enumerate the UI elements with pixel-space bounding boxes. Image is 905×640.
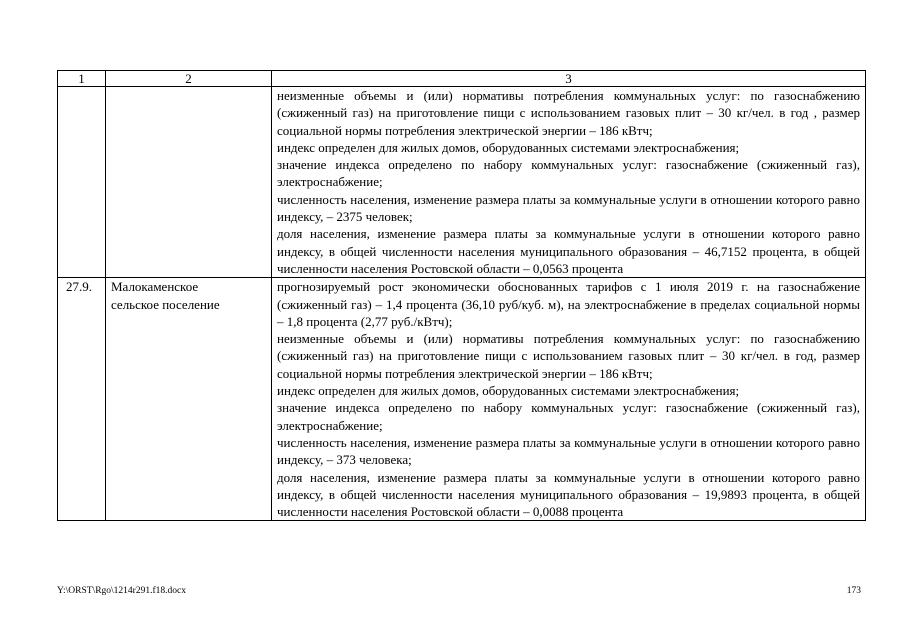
table-row bbox=[58, 278, 866, 521]
description-paragraph: доля населения, изменение размера платы за коммунальные услуги в отношении которого равно индексу, в общей численности населения муниципального образования – 19,9893 процента, в общей численности населения Ростовской области – 0,0088 процента bbox=[277, 469, 860, 520]
description-paragraph: численность населения, изменение размера платы за коммунальные услуги в отношении которого равно индексу, – 2375 человек; bbox=[277, 191, 860, 225]
data-table bbox=[57, 70, 866, 521]
row-name-cell bbox=[106, 87, 272, 278]
description-paragraph: неизменные объемы и (или) нормативы потребления коммунальных услуг: по газоснабжению (сжиженный газ) на приготовление пищи с использованием газовых плит – 30 кг/чел. в год , размер социальной нормы потребления электрической энергии – 186 кВтч; bbox=[277, 88, 860, 138]
row-description-cell bbox=[272, 278, 866, 521]
row-name-cell bbox=[106, 278, 272, 521]
footer-file-path: Y:\ORST\Rgo\1214r291.f18.docx bbox=[57, 586, 186, 596]
column-header-number: 1 bbox=[58, 71, 106, 87]
description-paragraph: значение индекса определено по набору коммунальных услуг: газоснабжение (сжиженный газ), электроснабжение; bbox=[277, 157, 860, 190]
table-row bbox=[58, 87, 866, 278]
row-number-cell: 27.9. bbox=[58, 278, 106, 521]
row-name-line: сельское поселение bbox=[111, 296, 220, 312]
row-name-line: Малокаменское bbox=[111, 279, 199, 295]
column-header-name: 2 bbox=[106, 71, 272, 87]
description-paragraph: индекс определен для жилых домов, оборудованных системами электроснабжения; bbox=[277, 383, 740, 399]
row-number-cell bbox=[58, 87, 106, 278]
description-paragraph: значение индекса определено по набору коммунальных услуг: газоснабжение (сжиженный газ), электроснабжение; bbox=[277, 400, 860, 433]
column-header-description: 3 bbox=[272, 71, 866, 87]
table-header-row bbox=[58, 71, 866, 87]
description-paragraph: численность населения, изменение размера платы за коммунальные услуги в отношении которого равно индексу, – 373 человека; bbox=[277, 434, 860, 468]
row-description-cell bbox=[272, 87, 866, 278]
description-paragraph: доля населения, изменение размера платы за коммунальные услуги в отношении которого равно индексу, в общей численности населения муниципального образования – 46,7152 процента, в общей численности населения Ростовской области – 0,0563 процента bbox=[277, 226, 860, 276]
description-paragraph: неизменные объемы и (или) нормативы потребления коммунальных услуг: по газоснабжению (сжиженный газ) на приготовление пищи с использованием газовых плит – 30 кг/чел. в год, размер социальной нормы потребления электрической энергии – 186 кВтч; bbox=[277, 331, 860, 381]
description-paragraph: индекс определен для жилых домов, оборудованных системами электроснабжения; bbox=[277, 139, 740, 155]
description-paragraph: прогнозируемый рост экономически обоснованных тарифов с 1 июля 2019 г. на газоснабжение (сжиженный газ) – 1,4 процента (36,10 руб/куб. м), на электроснабжение в пределах социальной нормы – 1,8 процента (2,77 руб./кВтч); bbox=[277, 279, 860, 329]
footer-page-number: 173 bbox=[846, 586, 861, 596]
